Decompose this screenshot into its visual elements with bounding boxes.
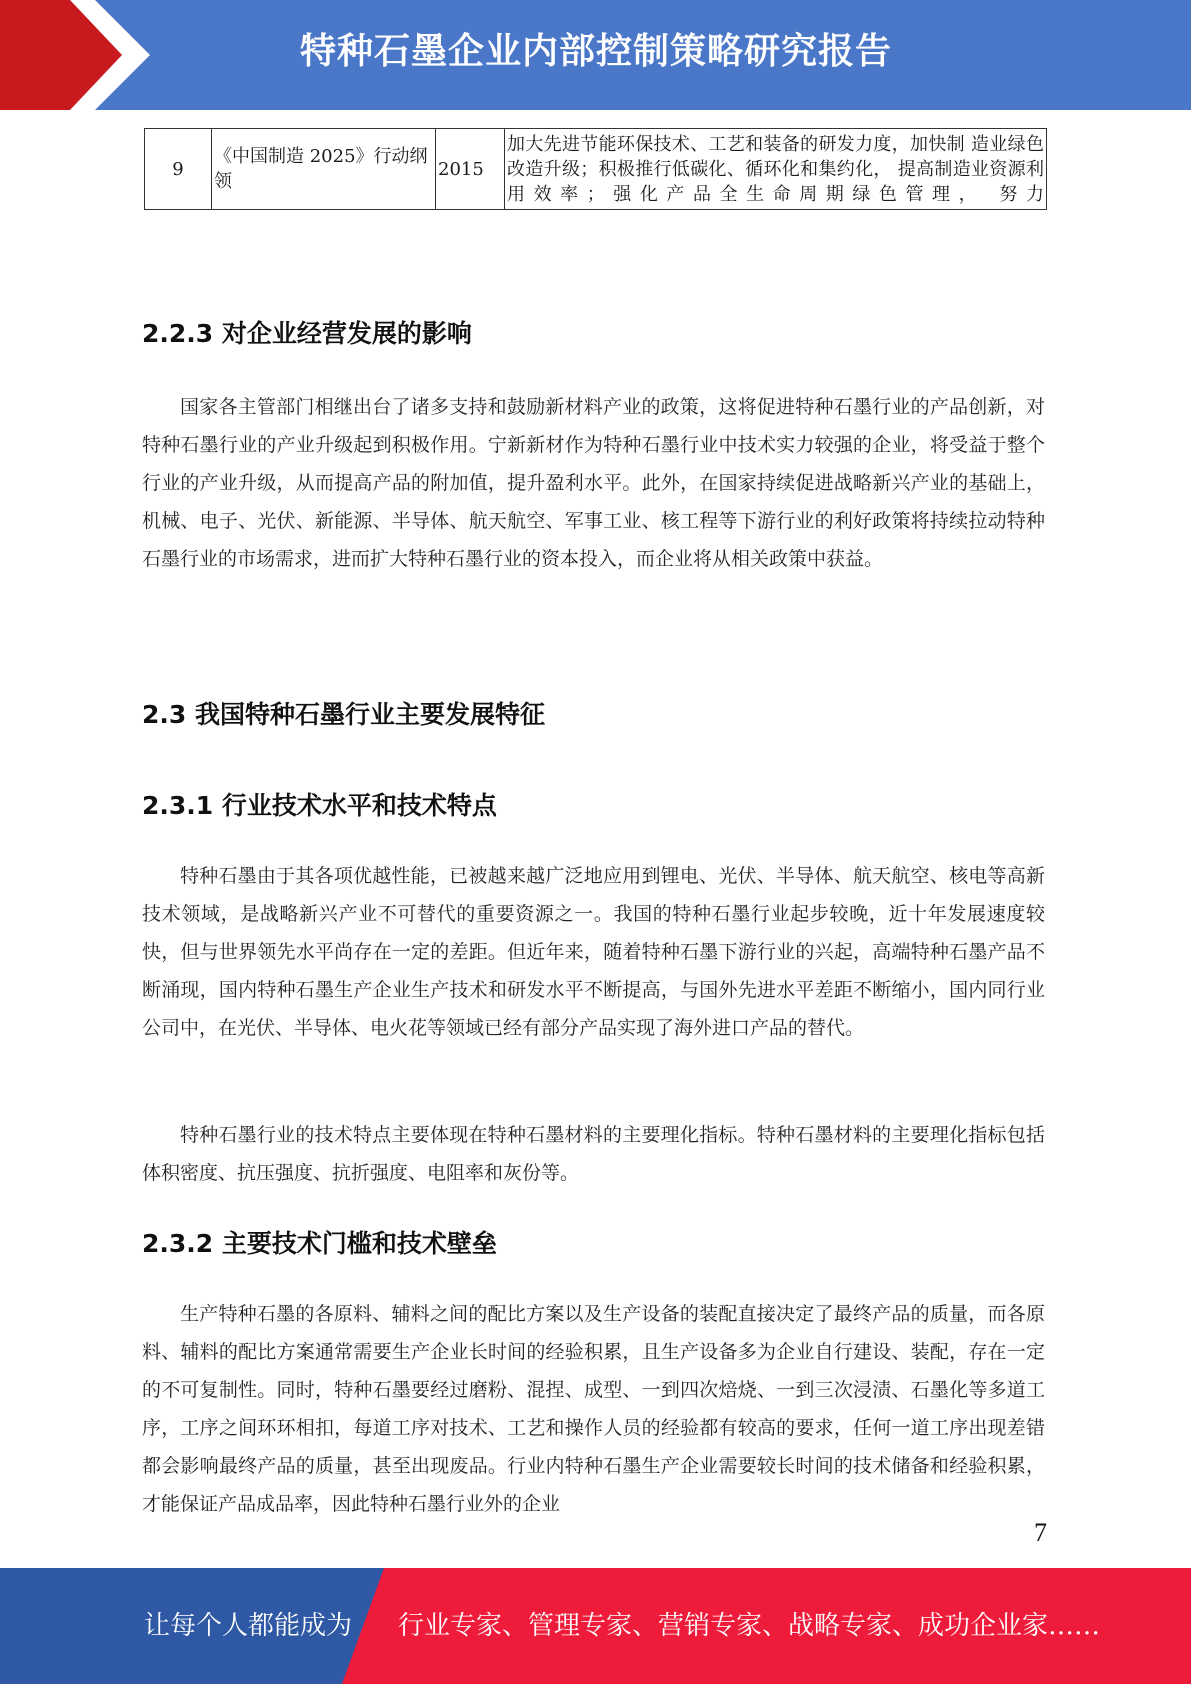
header-banner (0, 0, 1191, 110)
paragraph: 特种石墨行业的技术特点主要体现在特种石墨材料的主要理化指标。特种石墨材料的主要理化指标包括体积密度、抗压强度、抗折强度、电阻率和灰份等。 (142, 1124, 1045, 1184)
section-heading-2-3: 2.3 我国特种石墨行业主要发展特征 (142, 700, 545, 729)
section-heading-2-2-3: 2.2.3 对企业经营发展的影响 (142, 319, 472, 348)
table-cell-policy-name: 《中国制造 2025》行动纲领 (212, 129, 436, 210)
chevron-arrow-icon (0, 0, 160, 110)
page-number: 7 (1034, 1518, 1047, 1547)
paragraph: 特种石墨由于其各项优越性能，已被越来越广泛地应用到锂电、光伏、半导体、航天航空、核电等高新技术领域，是战略新兴产业不可替代的重要资源之一。我国的特种石墨行业起步较晚，近十年发展速度较快，但与世界领先水平尚存在一定的差距。但近年来，随着特种石墨下游行业的兴起，高端特种石墨产品不断涌现，国内特种石墨生产企业生产技术和研发水平不断提高，与国外先进水平差距不断缩小，国内同行业公司中，在光伏、半导体、电火花等领域已经有部分产品实现了海外进口产品的替代。 (142, 865, 1045, 1039)
table-row (145, 129, 1047, 210)
section-heading-2-3-1: 2.3.1 行业技术水平和技术特点 (142, 791, 497, 820)
table-cell-content: 加大先进节能环保技术、工艺和装备的研发力度，加快制 造业绿色改造升级；积极推行低碳化、循环化和集约化， 提高制造业资源利用效率；强化产品全生命周期绿色管理， 努力 (505, 129, 1047, 210)
table-cell-year: 2015 (436, 129, 505, 210)
paragraph: 生产特种石墨的各原料、辅料之间的配比方案以及生产设备的装配直接决定了最终产品的质量，而各原料、辅料的配比方案通常需要生产企业长时间的经验积累，且生产设备多为企业自行建设、装配，存在一定的不可复制性。同时，特种石墨要经过磨粉、混捏、成型、一到四次焙烧、一到三次浸渍、石墨化等多道工序，工序之间环环相扣，每道工序对技术、工艺和操作人员的经验都有较高的要求，任何一道工序出现差错都会影响最终产品的质量，甚至出现废品。行业内特种石墨生产企业需要较长时间的技术储备和经验积累，才能保证产品成品率，因此特种石墨行业外的企业 (142, 1303, 1045, 1515)
section-heading-2-3-2: 2.3.2 主要技术门槛和技术壁垒 (142, 1229, 497, 1258)
footer-slogan-left: 让每个人都能成为 (144, 1611, 353, 1641)
paragraph: 国家各主管部门相继出台了诸多支持和鼓励新材料产业的政策，这将促进特种石墨行业的产品创新，对特种石墨行业的产业升级起到积极作用。宁新新材作为特种石墨行业中技术实力较强的企业，将受益于整个行业的产业升级，从而提高产品的附加值，提升盈利水平。此外，在国家持续促进战略新兴产业的基础上，机械、电子、光伏、新能源、半导体、航天航空、军事工业、核工程等下游行业的利好政策将持续拉动特种石墨行业的市场需求，进而扩大特种石墨行业的资本投入，而企业将从相关政策中获益。 (142, 396, 1045, 570)
document-title: 特种石墨企业内部控制策略研究报告 (300, 31, 893, 72)
table-cell-no: 9 (145, 129, 212, 210)
footer-banner (0, 1568, 1191, 1684)
policy-table (144, 128, 1047, 210)
footer-slogan-right: 行业专家、管理专家、营销专家、战略专家、成功企业家…… (398, 1611, 1101, 1641)
